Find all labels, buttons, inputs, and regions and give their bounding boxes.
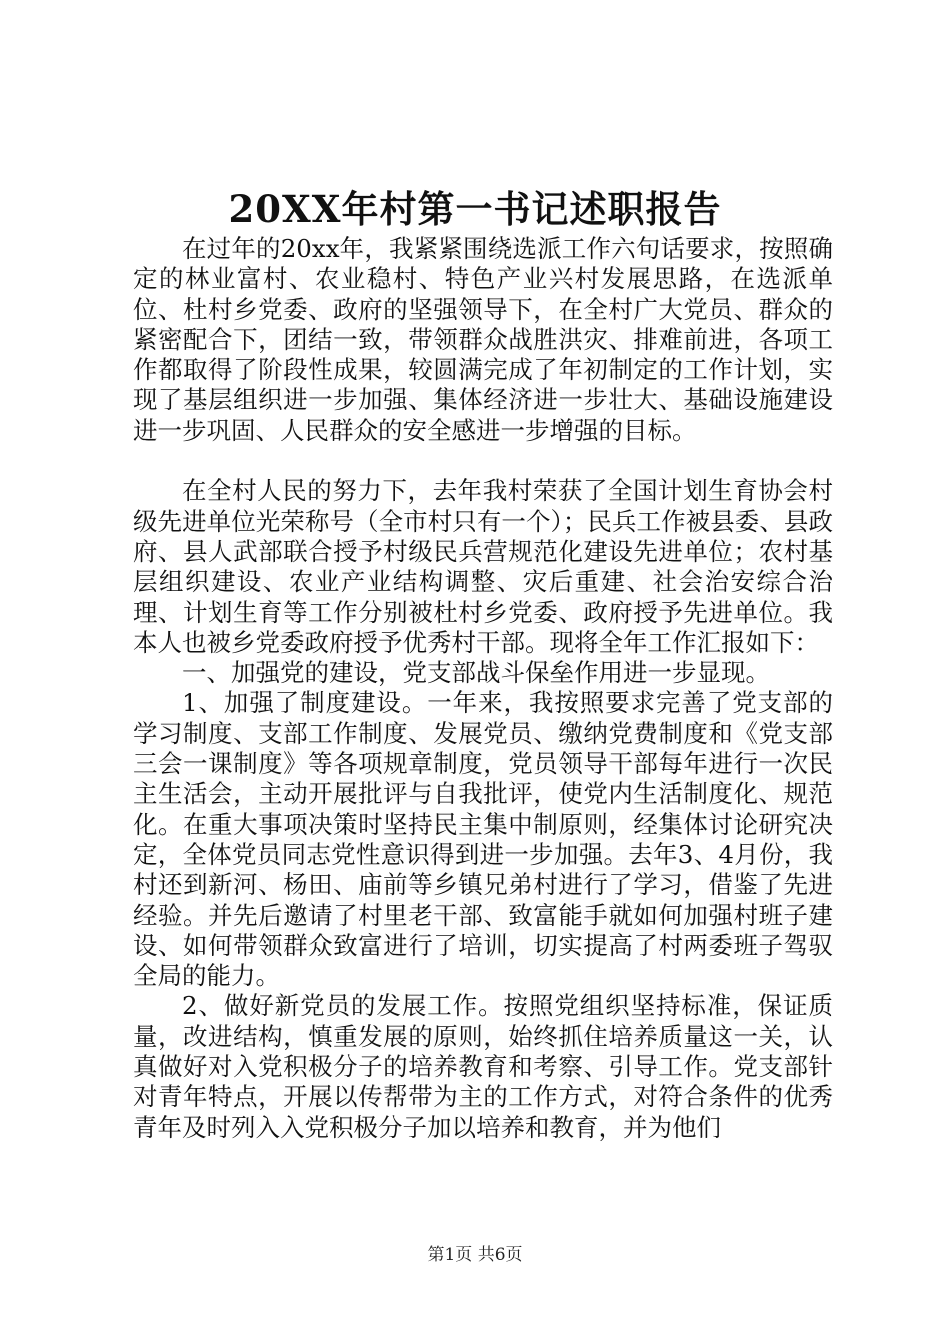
document-body (133, 234, 833, 1143)
paragraph-system-building: 1、加强了制度建设。一年来，我按照要求完善了党支部的学习制度、支部工作制度、发展党员、缴纳党费制度和《党支部三会一课制度》等各项规章制度，党员领导干部每年进行一次民主生活会，主动开展批评与自我批评，使党内生活制度化、规范化。在重大事项决策时坚持民主集中制原则，经集体讨论研究决定，全体党员同志党性意识得到进一步加强。去年3、4月份，我村还到新河、杨田、庙前等乡镇兄弟村进行了学习，借鉴了先进经验。并先后邀请了村里老干部、致富能手就如何加强村班子建设、如何带领群众致富进行了培训，切实提高了村两委班子驾驭全局的能力。 (133, 688, 833, 991)
paragraph-intro: 在过年的20xx年，我紧紧围绕选派工作六句话要求，按照确定的林业富村、农业稳村、特色产业兴村发展思路，在选派单位、杜村乡党委、政府的坚强领导下，在全村广大党员、群众的紧密配合下，团结一致，带领群众战胜洪灾、排难前进，各项工作都取得了阶段性成果，较圆满完成了年初制定的工作计划，实现了基层组织进一步加强、集体经济进一步壮大、基础设施建设进一步巩固、人民群众的安全感进一步增强的目标。 (133, 234, 833, 445)
document-title: 20XX年村第一书记述职报告 (228, 187, 722, 231)
page-number-footer: 第1页 共6页 (427, 1245, 523, 1265)
section-heading-party-building: 一、加强党的建设，党支部战斗保垒作用进一步显现。 (182, 658, 770, 688)
paragraph-new-members: 2、做好新党员的发展工作。按照党组织坚持标准，保证质量，改进结构，慎重发展的原则，始终抓住培养质量这一关，认真做好对入党积极分子的培养教育和考察、引导工作。党支部针对青年特点，开展以传帮带为主的工作方式，对符合条件的优秀青年及时列入入党积极分子加以培养和教育，并为他们 (133, 991, 833, 1142)
paragraph-honors: 在全村人民的努力下，去年我村荣获了全国计划生育协会村级先进单位光荣称号（全市村只有一个）；民兵工作被县委、县政府、县人武部联合授予村级民兵营规范化建设先进单位；农村基层组织建设、农业产业结构调整、灾后重建、社会治安综合治理、计划生育等工作分别被杜村乡党委、政府授予先进单位。我本人也被乡党委政府授予优秀村干部。现将全年工作汇报如下： (133, 476, 833, 657)
